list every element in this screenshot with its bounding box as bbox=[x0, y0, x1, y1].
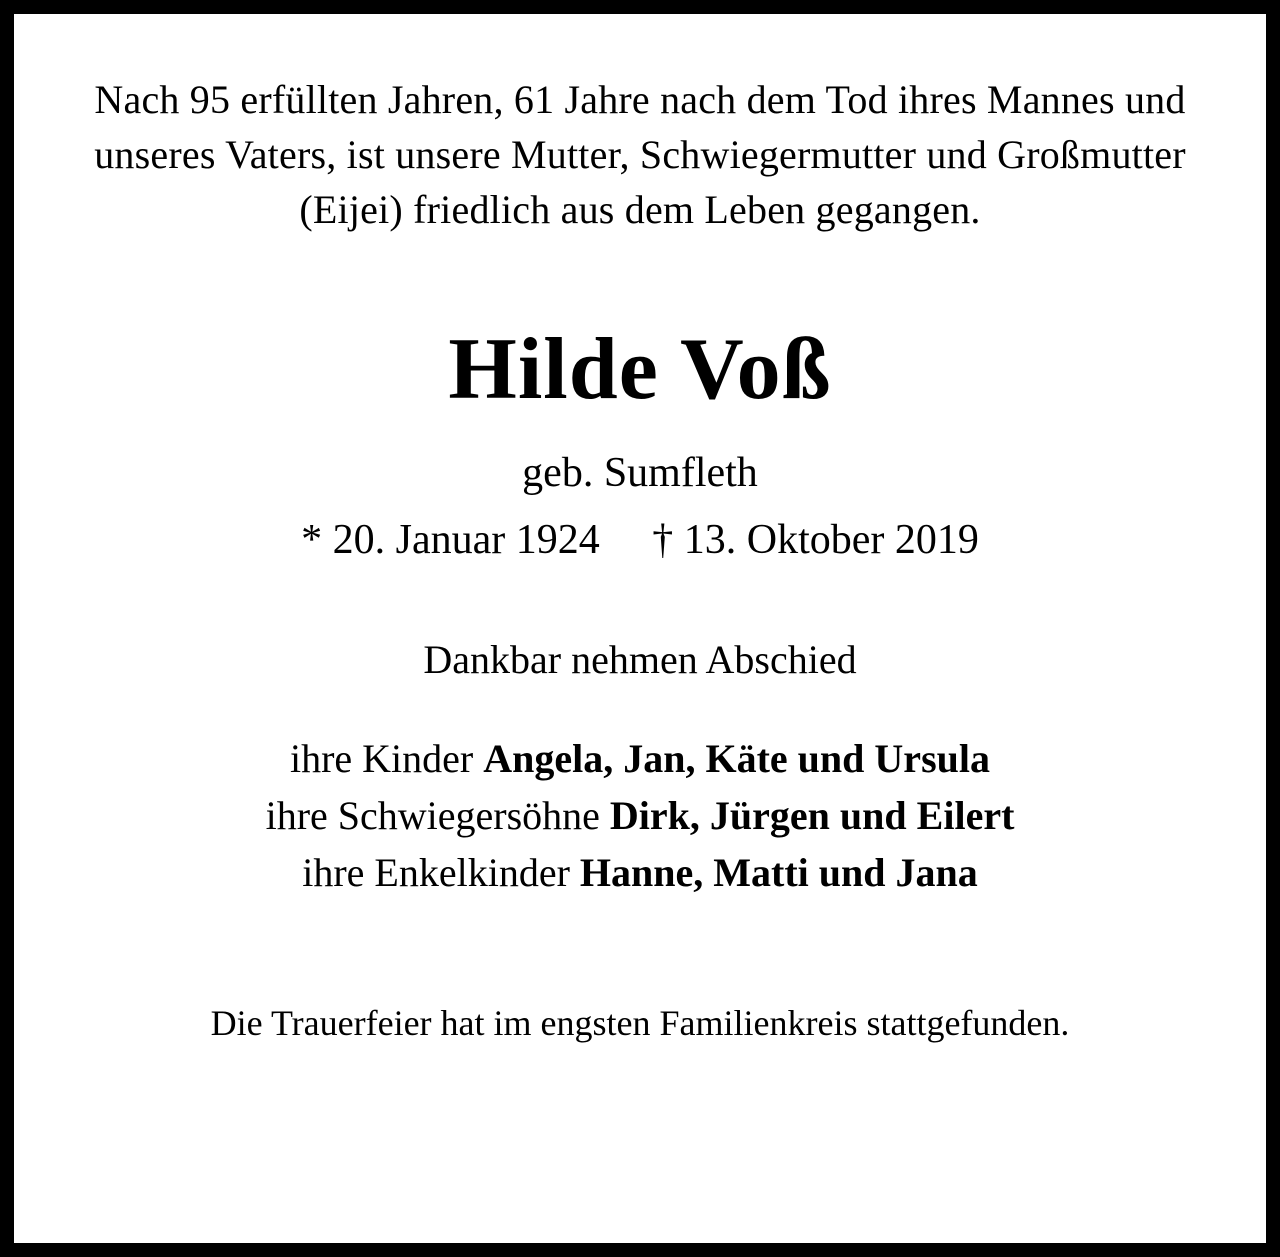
mourners-children-prefix: ihre Kinder bbox=[289, 736, 484, 782]
mourners-grandchildren-line bbox=[72, 845, 1208, 902]
farewell-line: Dankbar nehmen Abschied bbox=[423, 637, 857, 683]
mourners-sons-in-law-line bbox=[72, 788, 1208, 845]
deceased-name: Hilde Voß bbox=[448, 320, 832, 418]
mourners-grandchildren-prefix: ihre Enkelkinder bbox=[302, 849, 580, 895]
mourners-grandchildren-names: Hanne, Matti und Jana bbox=[579, 849, 978, 895]
mourners-sons-in-law-names: Dirk, Jürgen und Eilert bbox=[609, 792, 1015, 838]
deceased-name-block bbox=[72, 320, 1208, 565]
mourners-children-names: Angela, Jan, Käte und Ursula bbox=[483, 736, 990, 782]
maiden-name: geb. Sumfleth bbox=[522, 449, 758, 496]
mourners-list bbox=[72, 731, 1208, 901]
mourners-children-line bbox=[72, 731, 1208, 788]
birth-death-dates: * 20. Januar 1924 † 13. Oktober 2019 bbox=[301, 517, 979, 564]
obituary-content bbox=[14, 14, 1266, 1243]
mourners-sons-in-law-prefix: ihre Schwiegersöhne bbox=[265, 792, 610, 838]
funeral-note: Die Trauerfeier hat im engsten Familienkreis stattgefunden. bbox=[210, 1002, 1070, 1043]
obituary-intro-text: Nach 95 erfüllten Jahren, 61 Jahre nach dem Tod ihres Mannes und unseres Vaters, ist unsere Mutter, Schwiegermutter und Großmutter (Eijei) friedlich aus dem Leben gegangen. bbox=[94, 77, 1186, 233]
